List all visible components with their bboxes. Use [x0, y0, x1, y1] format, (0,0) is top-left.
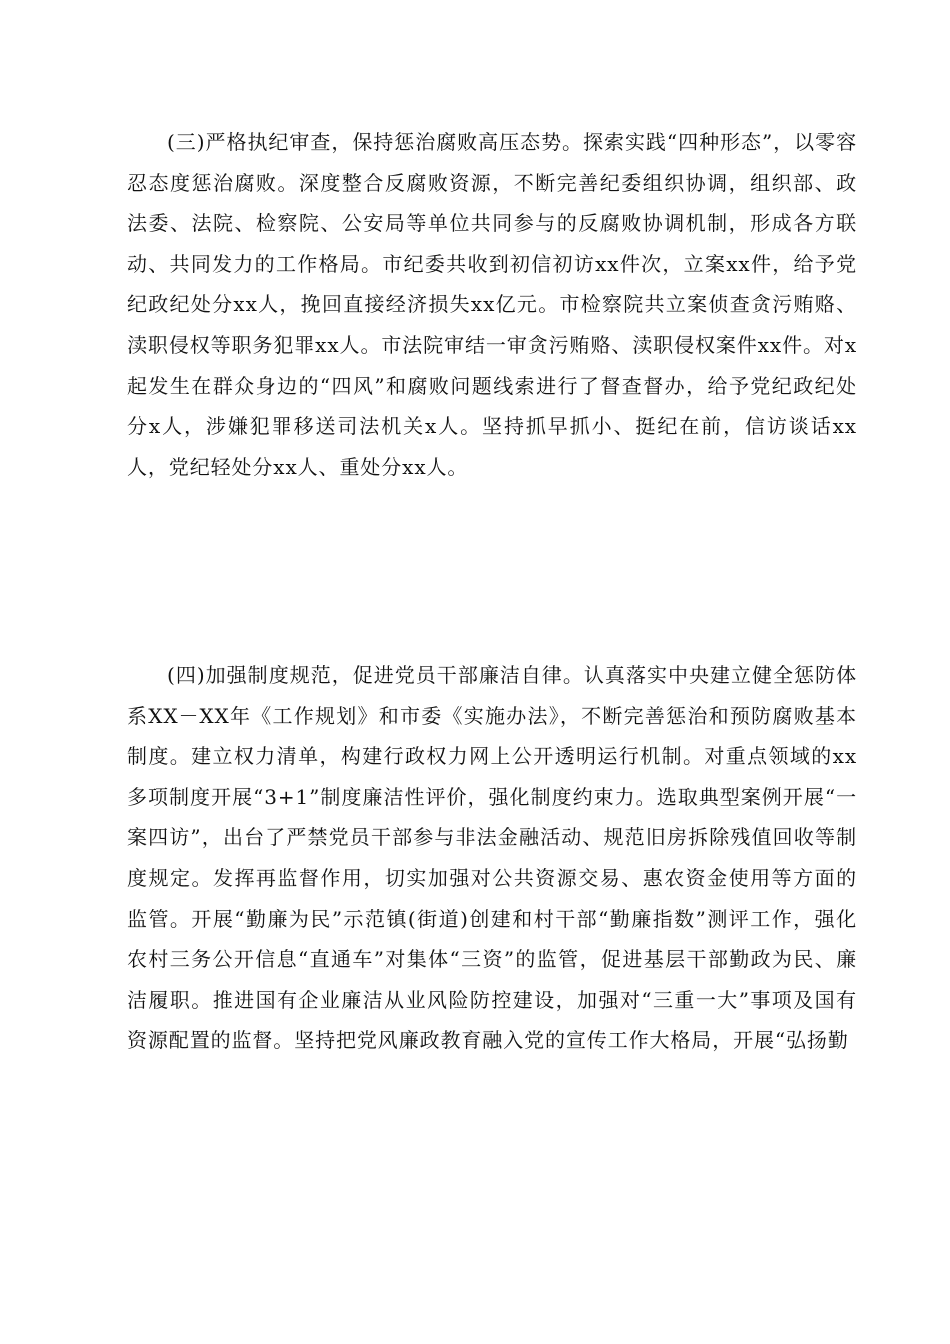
paragraph-system-standards: (四)加强制度规范，促进党员干部廉洁自律。认真落实中央建立健全惩防体系XX－XX年《工作规划》和市委《实施办法》，不断完善惩治和预防腐败基本制度。建立权力清单，构建行政权力网上公开透明运行机制。对重点领域的xx多项制度开展“3+1”制度廉洁性评价，强化制度约束力。选取典型案例开展“一案四访”，出台了严禁党员干部参与非法金融活动、规范旧房拆除残值回收等制度规定。发挥再监督作用，切实加强对公共资源交易、惠农资金使用等方面的监管。开展“勤廉为民”示范镇(街道)创建和村干部“勤廉指数”测评工作，强化农村三务公开信息“直通车”对集体“三资”的监管，促进基层干部勤政为民、廉洁履职。推进国有企业廉洁从业风险防控建设，加强对“三重一大”事项及国有资源配置的监督。坚持把党风廉政教育融入党的宣传工作大格局，开展“弘扬勤 [127, 663, 857, 1053]
paragraph-discipline-review: (三)严格执纪审查，保持惩治腐败高压态势。探索实践“四种形态”，以零容忍态度惩治腐败。深度整合反腐败资源，不断完善纪委组织协调，组织部、政法委、法院、检察院、公安局等单位共同参与的反腐败协调机制，形成各方联动、共同发力的工作格局。市纪委共收到初信初访xx件次，立案xx件，给予党纪政纪处分xx人，挽回直接经济损失xx亿元。市检察院共立案侦查贪污贿赂、渎职侵权等职务犯罪xx人。市法院审结一审贪污贿赂、渎职侵权案件xx件。对x起发生在群众身边的“四风”和腐败问题线索进行了督查督办，给予党纪政纪处分x人，涉嫌犯罪移送司法机关x人。坚持抓早抓小、挺纪在前，信访谈话xx人，党纪轻处分xx人、重处分xx人。 [127, 130, 857, 479]
